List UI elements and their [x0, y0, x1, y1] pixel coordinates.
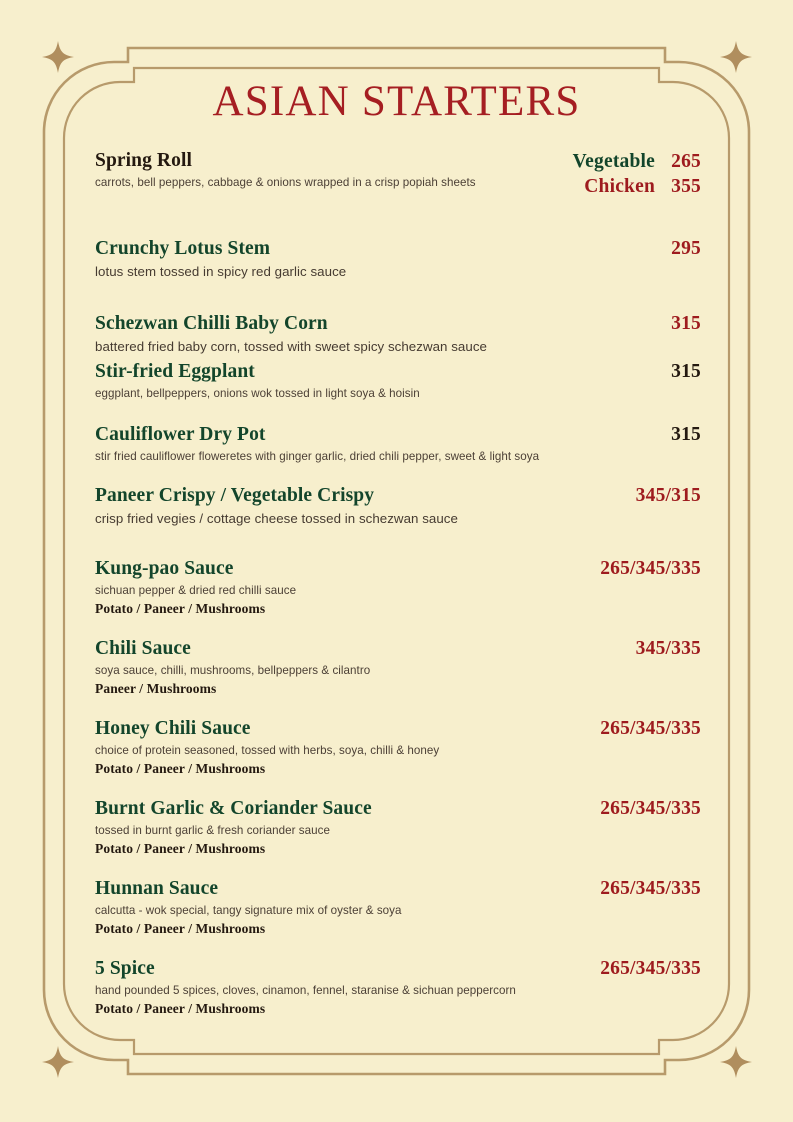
menu-item-header	[95, 238, 701, 260]
menu-item[interactable]	[95, 638, 701, 698]
menu-item-header	[95, 485, 701, 507]
sparkle-icon	[720, 1046, 752, 1078]
menu-item-name: Schezwan Chilli Baby Corn	[95, 313, 328, 334]
menu-item-variants: Potato / Paneer / Mushrooms	[95, 761, 266, 777]
menu-item-variants: Potato / Paneer / Mushrooms	[95, 841, 266, 857]
menu-item-header	[95, 638, 701, 660]
menu-item[interactable]	[95, 798, 701, 858]
menu-item-description: stir fried cauliflower floweretes with ginger garlic, dried chili pepper, sweet & light soya	[95, 450, 540, 464]
menu-item-variants: Paneer / Mushrooms	[95, 681, 217, 697]
menu-item-name: Honey Chili Sauce	[95, 718, 251, 739]
menu-item-header	[95, 798, 701, 820]
menu-item-description: battered fried baby corn, tossed with sweet spicy schezwan sauce	[95, 339, 487, 355]
menu-item-name: Hunnan Sauce	[95, 878, 219, 899]
menu-item-name: Cauliflower Dry Pot	[95, 424, 266, 445]
menu-item-description: hand pounded 5 spices, cloves, cinamon, fennel, staranise & sichuan peppercorn	[95, 984, 516, 998]
menu-item-price: 315	[671, 313, 701, 334]
menu-item-name: Chili Sauce	[95, 638, 191, 659]
menu-item-variants: Potato / Paneer / Mushrooms	[95, 601, 266, 617]
menu-item-description: lotus stem tossed in spicy red garlic sauce	[95, 264, 347, 280]
menu-item-name: Kung-pao Sauce	[95, 558, 234, 579]
menu-item-name: Crunchy Lotus Stem	[95, 238, 271, 259]
menu-item-variants: Potato / Paneer / Mushrooms	[95, 1001, 266, 1017]
menu-item[interactable]	[95, 718, 701, 778]
menu-item-price-label: Vegetable	[572, 151, 655, 172]
menu-item-price: 315	[671, 361, 701, 382]
menu-item-price-value: 265	[671, 151, 701, 172]
menu-item-name: 5 Spice	[95, 958, 155, 979]
menu-item-price-group	[573, 150, 701, 200]
menu-item[interactable]	[95, 313, 701, 356]
menu-item[interactable]	[95, 238, 701, 281]
menu-item-header	[95, 313, 701, 335]
menu-item-description: choice of protein seasoned, tossed with herbs, soya, chilli & honey	[95, 744, 440, 758]
menu-item-price-row	[573, 175, 701, 200]
menu-item-price: 345/315	[635, 485, 701, 506]
menu-item-price: 295	[671, 238, 701, 259]
menu-item-description: sichuan pepper & dried red chilli sauce	[95, 584, 297, 598]
menu-item-name: Spring Roll	[95, 150, 193, 171]
menu-item-description: soya sauce, chilli, mushrooms, bellpeppers & cilantro	[95, 664, 371, 678]
menu-item-price: 265/345/335	[600, 878, 701, 899]
menu-item-header	[95, 878, 701, 900]
menu-item-description: crisp fried vegies / cottage cheese tossed in schezwan sauce	[95, 511, 458, 527]
menu-item-description: calcutta - wok special, tangy signature mix of oyster & soya	[95, 904, 402, 918]
menu-item-price-label: Chicken	[584, 175, 655, 197]
menu-item[interactable]	[95, 150, 701, 197]
menu-item-price: 345/335	[635, 638, 701, 659]
menu-item-variants: Potato / Paneer / Mushrooms	[95, 921, 266, 937]
menu-item-header	[95, 718, 701, 740]
menu-item-description: carrots, bell peppers, cabbage & onions wrapped in a crisp popiah sheets	[95, 176, 476, 190]
menu-item-header	[95, 558, 701, 580]
menu-item-header	[95, 361, 701, 383]
menu-item-price: 265/345/335	[600, 558, 701, 579]
menu-item-price: 265/345/335	[600, 718, 701, 739]
menu-item-header	[95, 958, 701, 980]
menu-item-price: 315	[671, 424, 701, 445]
menu-item-name: Burnt Garlic & Coriander Sauce	[95, 798, 372, 819]
menu-item-name: Stir-fried Eggplant	[95, 361, 255, 382]
page-title: ASIAN STARTERS	[212, 78, 581, 125]
menu-item[interactable]	[95, 361, 701, 402]
menu-item[interactable]	[95, 424, 701, 465]
sparkle-icon	[720, 41, 752, 73]
sparkle-icon	[42, 1046, 74, 1078]
menu-item[interactable]	[95, 878, 701, 938]
menu-item-name: Paneer Crispy / Vegetable Crispy	[95, 485, 375, 506]
menu-item-price: 265/345/335	[600, 798, 701, 819]
menu-item[interactable]	[95, 958, 701, 1018]
menu-item-price-value: 355	[671, 175, 701, 197]
menu-item-description: tossed in burnt garlic & fresh coriander sauce	[95, 824, 330, 838]
menu-item[interactable]	[95, 558, 701, 618]
menu-item-price-row	[573, 150, 701, 175]
menu-item-header	[95, 424, 701, 446]
menu-item-price: 265/345/335	[600, 958, 701, 979]
menu-item[interactable]	[95, 485, 701, 528]
menu-item-description: eggplant, bellpeppers, onions wok tossed in light soya & hoisin	[95, 387, 420, 401]
sparkle-icon	[42, 41, 74, 73]
